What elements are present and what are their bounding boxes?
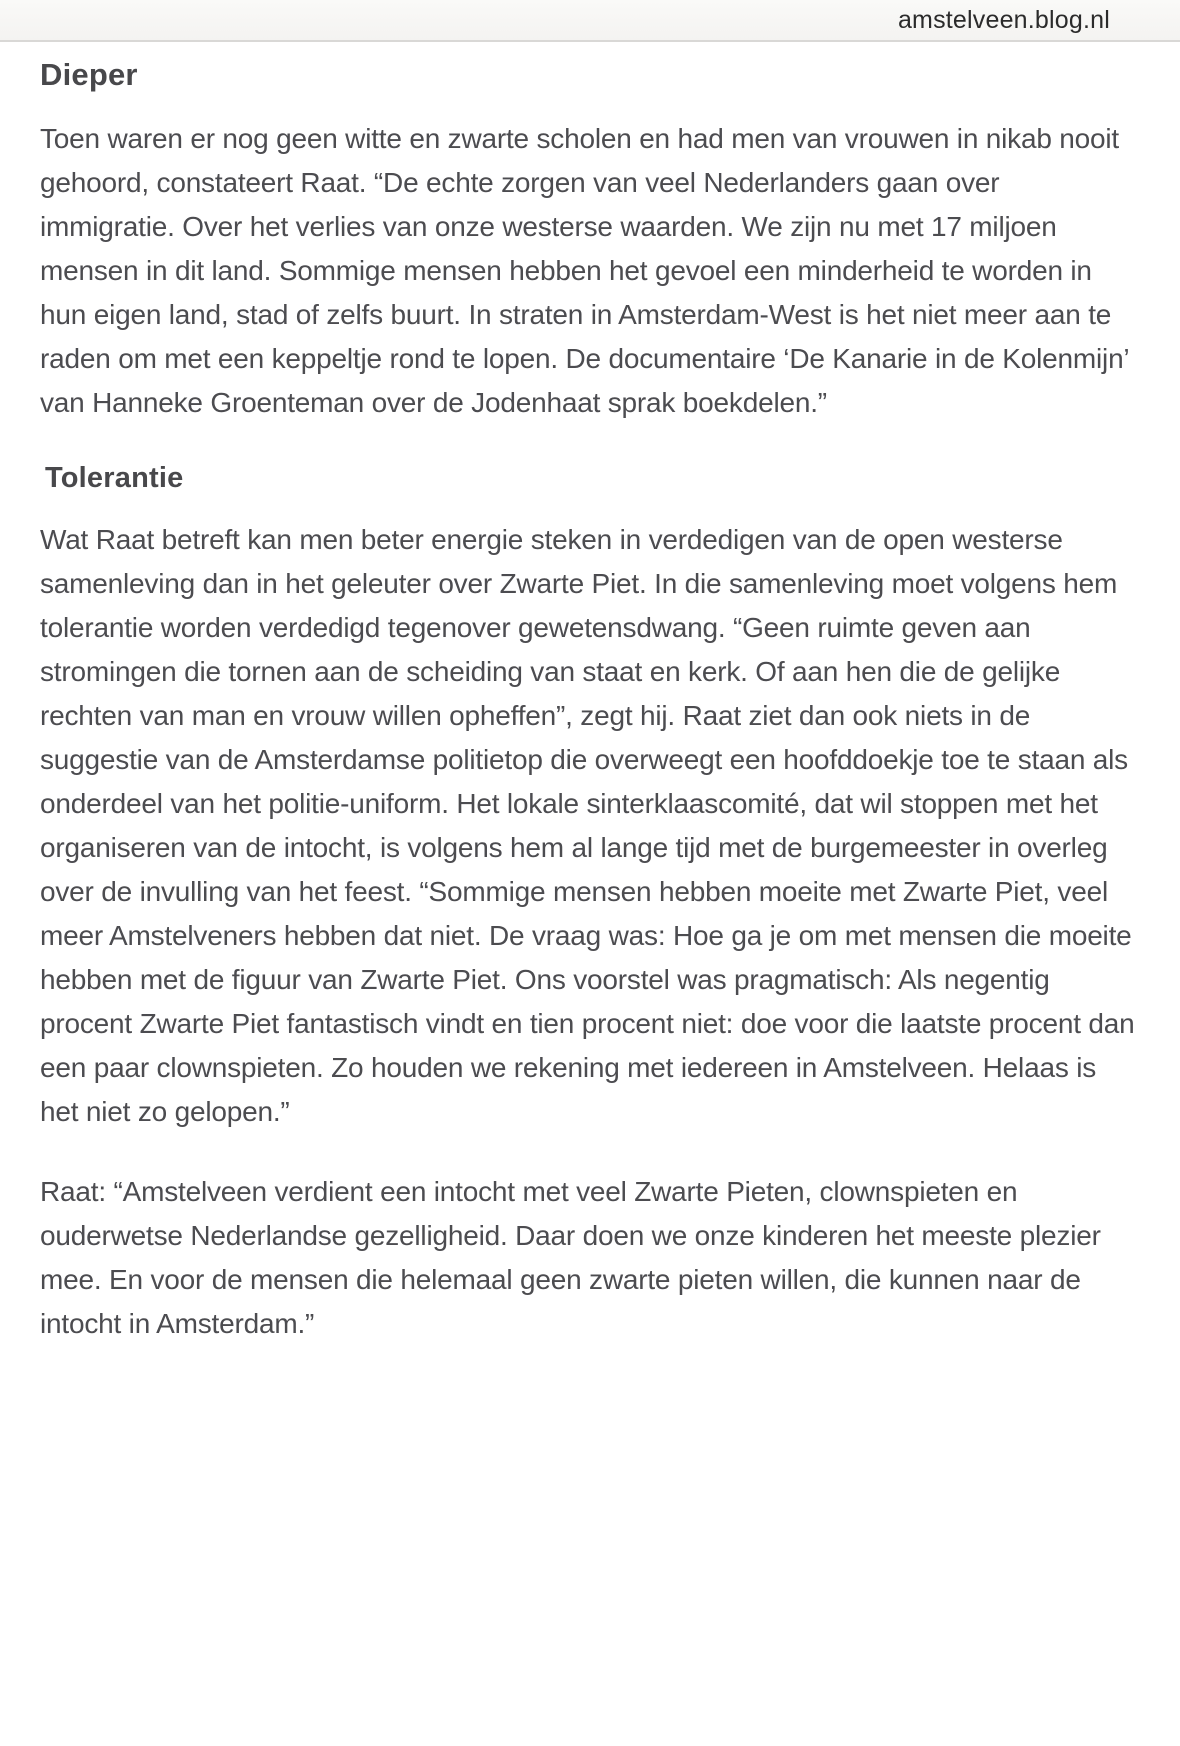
- article-paragraph-tolerantie: Wat Raat betreft kan men beter energie steken in verdedigen van de open westerse samenleving dan in het geleuter over Zwarte Piet. In die samenleving moet volgens hem tolerantie worden verdedigd tegenover gewetensdwang. “Geen ruimte geven aan stromingen die tornen aan de scheiding van staat en kerk. Of aan hen die de gelijke rechten van man en vrouw willen opheffen”, zegt hij. Raat ziet dan ook niets in de suggestie van de Amsterdamse politietop die overweegt een hoofddoekje toe te staan als onderdeel van het politie-uniform. Het lokale sinterklaascomité, dat wil stoppen met het organiseren van de intocht, is volgens hem al lange tijd met de burgemeester in overleg over de invulling van het feest. “Sommige mensen hebben moeite met Zwarte Piet, veel meer Amstelveners hebben dat niet. De vraag was: Hoe ga je om met mensen die moeite hebben met de figuur van Zwarte Piet. Ons voorstel was pragmatisch: Als negentig procent Zwarte Piet fantastisch vindt en tien procent niet: doe voor die laatste procent dan een paar clownspieten. Zo houden we rekening met iedereen in Amstelveen. Helaas is het niet zo gelopen.”: [40, 523, 1135, 1127]
- site-domain-label[interactable]: amstelveen.blog.nl: [897, 5, 1110, 34]
- article: [0, 42, 1180, 1412]
- browser-topbar: [0, 0, 1180, 42]
- article-title: Dieper: [40, 57, 138, 92]
- article-paragraph-intro: Toen waren er nog geen witte en zwarte scholen en had men van vrouwen in nikab nooit gehoord, constateert Raat. “De echte zorgen van veel Nederlanders gaan over immigratie. Over het verlies van onze westerse waarden. We zijn nu met 17 miljoen mensen in dit land. Sommige mensen hebben het gevoel een minderheid te worden in hun eigen land, stad of zelfs buurt. In straten in Amsterdam-West is het niet meer aan te raden om met een keppeltje rond te lopen. De documentaire ‘De Kanarie in de Kolenmijn’ van Hanneke Groenteman over de Jodenhaat sprak boekdelen.”: [40, 123, 1129, 419]
- article-paragraph-quote: Raat: “Amstelveen verdient een intocht met veel Zwarte Pieten, clownspieten en ouderwetse Nederlandse gezelligheid. Daar doen we onze kinderen het meeste plezier mee. En voor de mensen die helemaal geen zwarte pieten willen, die kunnen naar de intocht in Amsterdam.”: [40, 1175, 1101, 1339]
- section-heading-tolerantie: Tolerantie: [45, 462, 184, 495]
